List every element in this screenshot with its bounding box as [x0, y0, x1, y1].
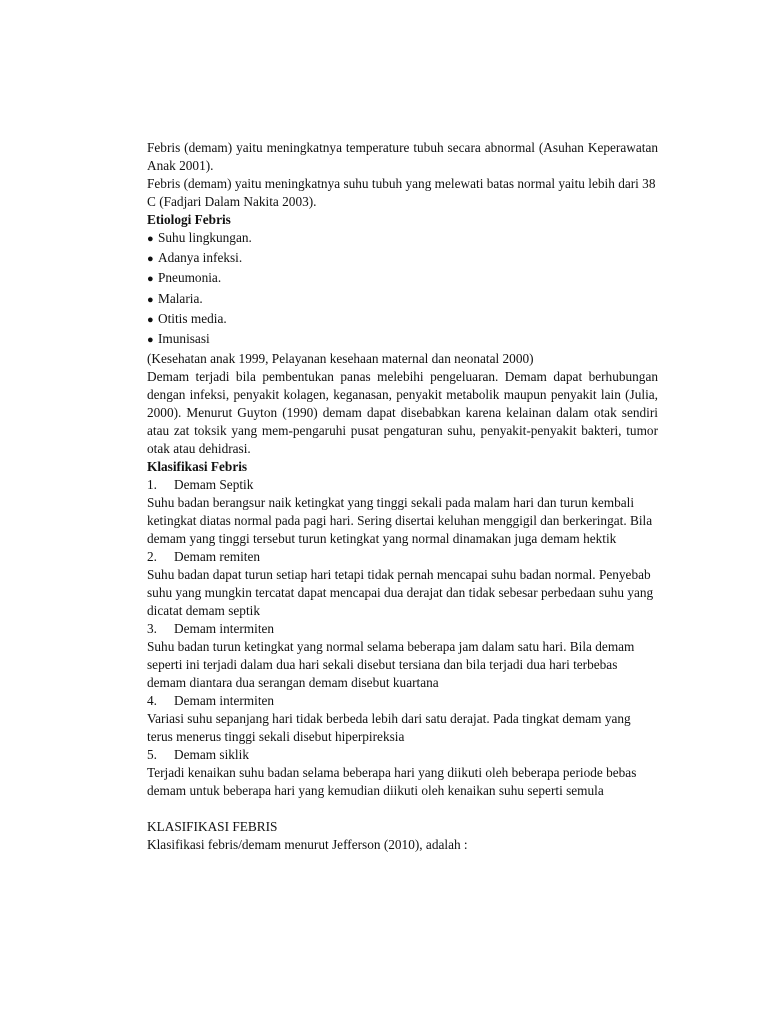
- etiologi-list: [147, 229, 658, 349]
- list-item-desc: Variasi suhu sepanjang hari tidak berbeda lebih dari satu derajat. Pada tingkat demam yang terus menerus tinggi sekali disebut hiperpireksia: [147, 711, 631, 745]
- paragraph-definition-2: Febris (demam) yaitu meningkatnya suhu tubuh yang melewati batas normal yaitu lebih dari 38 C (Fadjari Dalam Nakita 2003).: [147, 176, 656, 209]
- paragraph-definition-1: Febris (demam) yaitu meningkatnya temperature tubuh secara abnormal (Asuhan Keperawatan Anak 2001).: [147, 140, 658, 173]
- bullet-icon: ●: [147, 273, 154, 286]
- list-item-desc: Suhu badan berangsur naik ketingkat yang tinggi sekali pada malam hari dan turun kembali ketingkat diatas normal pada pagi hari. Sering disertai keluhan menggigil dan berkeringat. Bila demam yang tinggi tersebut turun ketingkat yang normal dinamakan juga demam hektik: [147, 495, 653, 547]
- list-item-title: 3. Demam intermiten: [147, 621, 275, 637]
- list-item-title: 5. Demam siklik: [147, 747, 249, 763]
- bullet-icon: ●: [147, 313, 154, 326]
- paragraph-demam: Demam terjadi bila pembentukan panas melebihi pengeluaran. Demam dapat berhubungan dengan infeksi, penyakit kolagen, keganasan, penyakit metabolik maupun penyakit lain (Julia, 2000). Menurut Guyton (1990) demam dapat disebabkan karena kelainan dalam otak sendiri atau zat toksik yang mem-pengaruhi pusat pengaturan suhu, penyakit-penyakit bakteri, tumor otak atau dehidrasi.: [147, 369, 658, 457]
- klasifikasi-list: [147, 476, 658, 800]
- source-note: (Kesehatan anak 1999, Pelayanan kesehaan maternal dan neonatal 2000): [147, 351, 534, 367]
- heading-klasifikasi-caps: KLASIFIKASI FEBRIS: [147, 819, 278, 835]
- list-item-title: 4. Demam intermiten: [147, 693, 275, 709]
- list-item: ● Suhu lingkungan.: [147, 229, 658, 248]
- bullet-icon: ●: [147, 293, 154, 306]
- list-item: ● Adanya infeksi.: [147, 249, 658, 268]
- list-item-title: 1. Demam Septik: [147, 477, 254, 493]
- heading-klasifikasi: Klasifikasi Febris: [147, 459, 248, 475]
- document-page: [147, 139, 658, 854]
- list-item-title: 2. Demam remiten: [147, 549, 261, 565]
- list-item-desc: Suhu badan dapat turun setiap hari tetapi tidak pernah mencapai suhu badan normal. Penyebab suhu yang mungkin tercatat dapat mencapai dua derajat dan tidak sebesar perbedaan suhu yang dicatat demam septik: [147, 567, 654, 619]
- bullet-icon: ●: [147, 253, 154, 266]
- bullet-icon: ●: [147, 233, 154, 245]
- list-item: ● Imunisasi: [147, 330, 658, 349]
- list-item-desc: Terjadi kenaikan suhu badan selama beberapa hari yang diikuti oleh beberapa periode bebas demam untuk beberapa hari yang kemudian diikuti oleh kenaikan suhu seperti semula: [147, 765, 637, 799]
- list-item: ● Malaria.: [147, 290, 658, 309]
- paragraph-jefferson: Klasifikasi febris/demam menurut Jefferson (2010), adalah :: [147, 837, 468, 853]
- list-item: ● Pneumonia.: [147, 269, 658, 288]
- list-item: ● Otitis media.: [147, 310, 658, 329]
- heading-etiologi: Etiologi Febris: [147, 212, 231, 227]
- bullet-icon: ●: [147, 333, 154, 346]
- blank-line: [147, 800, 658, 818]
- list-item-desc: Suhu badan turun ketingkat yang normal selama beberapa jam dalam satu hari. Bila demam seperti ini terjadi dalam dua hari sekali disebut tersiana dan bila terjadi dua hari terbebas demam diantara dua serangan demam disebut kuartana: [147, 639, 635, 691]
